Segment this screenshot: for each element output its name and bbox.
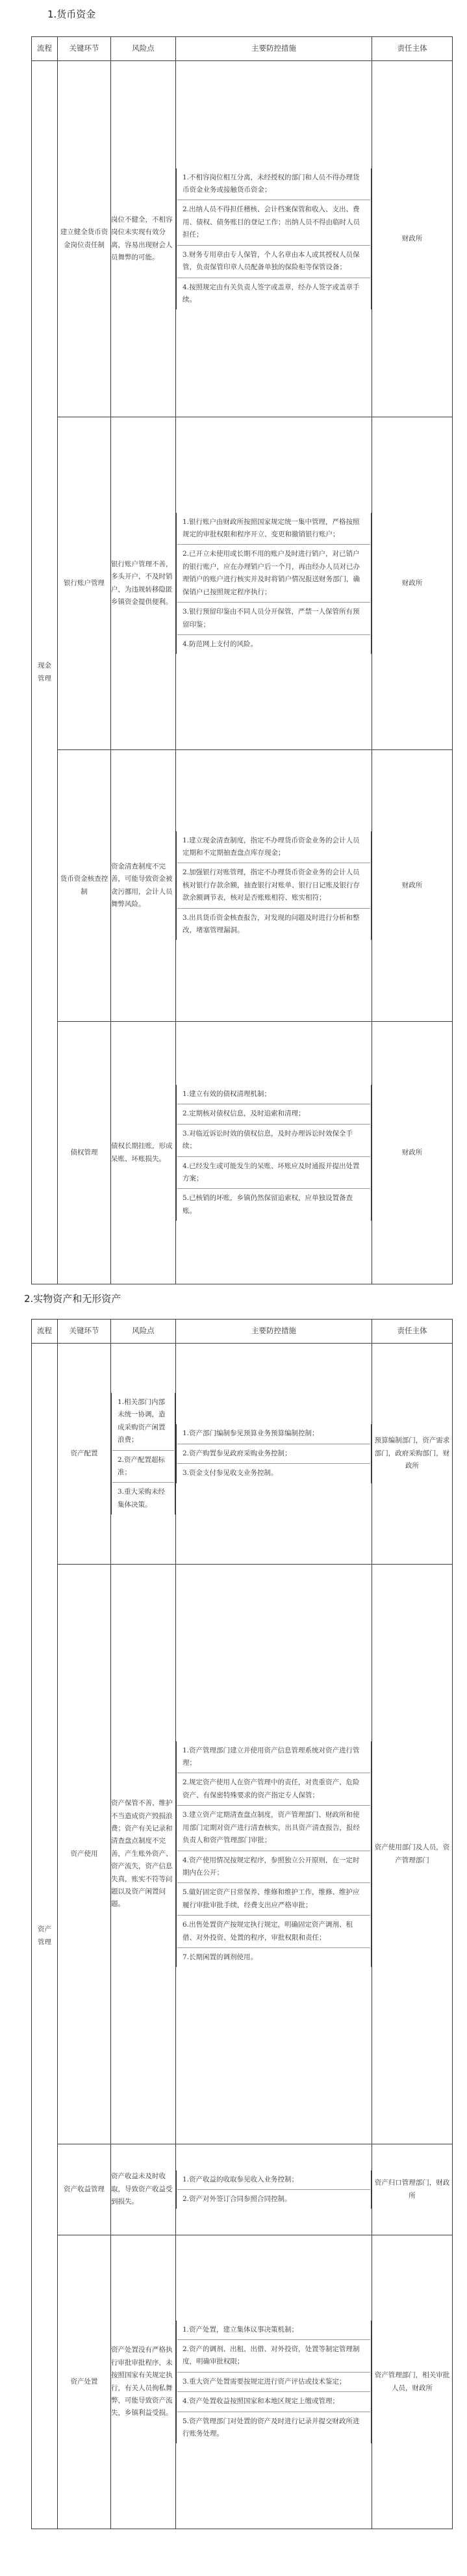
owner-cell: 资产归口管理部门，财政所 bbox=[372, 2144, 453, 2235]
header-measures: 主要防控措施 bbox=[176, 1320, 372, 1344]
risk-item: 3.重大采购未经集体决策。 bbox=[118, 1488, 166, 1509]
measure-item: 2.资产的调剂、出租、出借、对外投资，处置等制定管理制度，明确审批权限； bbox=[177, 2340, 370, 2373]
measure-item: 3.银行预留印鉴由不同人员分开保管，严禁一人保管所有预留印鉴； bbox=[177, 603, 370, 635]
risk-cell: 资金清查制度不完善，可能导致资金被贪污挪用，会计人员舞弊风险。 bbox=[111, 750, 176, 1022]
key-link-cell: 资产收益管理 bbox=[58, 2144, 111, 2235]
measures-cell bbox=[176, 1022, 372, 1284]
measure-item: 2.资产对外签订合同参照合同控制。 bbox=[183, 2195, 292, 2203]
owner-cell: 财政所 bbox=[372, 1022, 453, 1284]
header-owner: 责任主体 bbox=[372, 37, 453, 61]
risk-item: 1.相关部门内部未统一协调，造成采购资产闲置浪费； bbox=[112, 1393, 174, 1451]
key-link-cell: 资产使用 bbox=[58, 1565, 111, 2144]
risk-cell: 债权长期挂账，形成呆账、坏账损失。 bbox=[111, 1022, 176, 1284]
measure-item: 7.长期闲置的调剂使用。 bbox=[183, 1953, 258, 1962]
risk-cell: 银行账户管理不善，多头开户，不及时销户，为违规转移隐匿乡镇资金提供便利。 bbox=[111, 417, 176, 750]
flow-cell: 资产管理 bbox=[32, 1344, 58, 2529]
header-risk: 风险点 bbox=[111, 1320, 176, 1344]
measures-cell bbox=[176, 61, 372, 417]
measure-item: 3.对临近诉讼时效的债权信息，及时办理诉讼时效保全手续； bbox=[177, 1125, 370, 1157]
flow-cell: 现金管理 bbox=[32, 61, 58, 1284]
key-link-cell: 资产处置 bbox=[58, 2235, 111, 2529]
measure-item: 4.防范网上支付的风险。 bbox=[183, 640, 258, 648]
table-row bbox=[32, 2144, 453, 2235]
measures-cell bbox=[176, 750, 372, 1022]
measure-item: 3.财务专用章由专人保管，个人名章由本人或其授权人员保管，负责保管印章人员配备单独的保险柜等保管设备； bbox=[177, 246, 370, 278]
table-row bbox=[32, 2235, 453, 2529]
measure-item: 2.加强银行对账管理，指定不办理货币资金业务的会计人员核对银行存款余额，抽查银行对账单、银行日记账及银行存款余额调节表，核对是否账账相符、账实相符； bbox=[177, 863, 370, 908]
owner-cell: 资产使用部门及人员，资产管理部门 bbox=[372, 1565, 453, 2144]
measure-item: 1.不相容岗位相互分离，未经授权的部门和人员不得办理货币资金业务或接触货币资金； bbox=[177, 168, 370, 201]
header-risk: 风险点 bbox=[111, 37, 176, 61]
measures-cell bbox=[176, 2144, 372, 2235]
measure-item: 1.资产收益的收取参见收入业务控制； bbox=[177, 2170, 370, 2190]
measure-item: 2.规定资产使用人在资产管理中的责任，对贵重资产、危险资产、有保密特殊要求的资产指定专人保管； bbox=[177, 1773, 370, 1806]
measure-item: 5.做好固定资产日常保养、维修和维护工作，维修、维护应履行审批审批手续，经费支出应严格审批； bbox=[177, 1883, 370, 1916]
table-row bbox=[32, 61, 453, 417]
measure-item: 3.建立资产定期清查盘点制度，资产管理部门、财政所和使用部门定期对资产进行清查核实，出具资产清查报告，报经负责人和资产管理部门审批； bbox=[177, 1806, 370, 1851]
measures-cell bbox=[176, 2235, 372, 2529]
risk-cell: 资产收益未及时收取，导致资产收益受到损失。 bbox=[111, 2144, 176, 2235]
risk-cell: 岗位不健全，不相容岗位未实现有效分离，容易出现财会人员舞弊的可能。 bbox=[111, 61, 176, 417]
section1-title: 1.货币资金 bbox=[47, 8, 96, 20]
risk-cell: 资产保管不善、维护不当造成资产毁损浪费；资产有关记录和清查盘点制度不完善，产生账外资产、资产流失，资产信息失真，账实不符等问题以及资产闲置问题。 bbox=[111, 1565, 176, 2144]
owner-cell: 财政所 bbox=[372, 417, 453, 750]
table-row bbox=[32, 417, 453, 750]
owner-cell: 财政所 bbox=[372, 750, 453, 1022]
measure-item: 5.已核销的坏账，乡镇仍然保留追索权，应单独设置备查账。 bbox=[183, 1194, 353, 1215]
header-owner: 责任主体 bbox=[372, 1320, 453, 1344]
measure-item: 5.资产管理部门对处置的资产及时进行记录并提交财政所进行账务处理。 bbox=[183, 2417, 360, 2438]
measure-item: 2.已开立未使用或长期不用的账户及时进行销户，对已销户的银行账户，应在办理销户后一个月，再由经办人员对已办理销户的账户进行核实并及时将销户情况报送财务部门，确保销户已按照规定程序执行； bbox=[177, 545, 370, 603]
table-header-row bbox=[32, 1320, 453, 1344]
key-link-cell: 债权管理 bbox=[58, 1022, 111, 1284]
header-flow: 流程 bbox=[32, 1320, 58, 1344]
measure-item: 4.按照规定由有关负责人签字或盖章，经办人签字或盖章手续。 bbox=[183, 283, 360, 304]
measure-item: 4.资产使用情况按规定程序，参照独立公开原则，在一定时期内在公开； bbox=[177, 1851, 370, 1884]
measure-item: 1.资产部门编制参见预算业务预算编制控制； bbox=[177, 1424, 370, 1444]
measure-item: 1.资产处置，建立集体议事决策机制； bbox=[177, 2321, 370, 2340]
measures-cell bbox=[176, 417, 372, 750]
asset-control-table bbox=[31, 1319, 453, 2529]
owner-cell: 资产管理部门，相关审批人员，财政所 bbox=[372, 2235, 453, 2529]
measure-item: 4.资产处置收益按照国家和本地区规定上缴或管理； bbox=[177, 2392, 370, 2412]
measure-item: 2.资产购置参见政府采购业务控制； bbox=[177, 1444, 370, 1464]
table-row bbox=[32, 1344, 453, 1565]
table-row bbox=[32, 750, 453, 1022]
table-row bbox=[32, 1565, 453, 2144]
measure-item: 3.资金支付参见收支业务控制。 bbox=[183, 1469, 278, 1477]
measures-cell bbox=[176, 1344, 372, 1565]
measure-item: 2.出纳人员不得担任稽核、会计档案保管和收入、支出、费用、债权、债务账目的登记工作；出纳人员不得由临时人员担任； bbox=[177, 200, 370, 245]
risk-cell: 资产处置没有严格执行审批审批程序，未按照国家有关规定执行，有关人员徇私舞弊，可能导致资产流失，乡镇利益受损。 bbox=[111, 2235, 176, 2529]
key-link-cell: 资产配置 bbox=[58, 1344, 111, 1565]
measure-item: 4.已经发生或可能发生的呆账、坏账应及时通报并提出处置方案； bbox=[177, 1157, 370, 1190]
table-row bbox=[32, 1022, 453, 1284]
risk-cell bbox=[111, 1344, 176, 1565]
key-link-cell: 建立健全货币资金岗位责任制 bbox=[58, 61, 111, 417]
measure-item: 2.定期核对债权信息，及时追索和清理； bbox=[177, 1104, 370, 1124]
measure-item: 1.资产管理部门建立并使用资产信息管理系统对资产进行管理； bbox=[177, 1741, 370, 1774]
key-link-cell: 货币资金核查控制 bbox=[58, 750, 111, 1022]
risk-item: 2.资产配置超标准； bbox=[112, 1451, 174, 1483]
header-measures: 主要防控措施 bbox=[176, 37, 372, 61]
measures-cell bbox=[176, 1565, 372, 2144]
measure-item: 1.建立有效的债权清理机制； bbox=[177, 1085, 370, 1104]
key-link-cell: 银行账户管理 bbox=[58, 417, 111, 750]
measure-item: 1.银行账户由财政所按照国家规定统一集中管理，严格按照规定的审批权限和程序开立、变更和撤销银行账户； bbox=[177, 513, 370, 545]
measure-item: 1.建立现金清查制度，指定不办理货币资金业务的会计人员定期和不定期抽查盘点库存现金； bbox=[177, 831, 370, 864]
owner-cell: 财政所 bbox=[372, 61, 453, 417]
header-key-link: 关键环节 bbox=[58, 1320, 111, 1344]
cash-control-table bbox=[31, 36, 453, 1284]
measure-item: 3.重大资产处置需要按规定进行资产评估或技术鉴定； bbox=[177, 2373, 370, 2392]
header-flow: 流程 bbox=[32, 37, 58, 61]
measure-item: 3.出具货币资金核查报告，对发现的问题及时进行分析和整改，堵塞管理漏洞。 bbox=[183, 913, 360, 935]
header-key-link: 关键环节 bbox=[58, 37, 111, 61]
measure-item: 6.出售处置资产按规定执行规定，明确固定资产调剂、租借、对外投资、处置的程序，审批权限和责任； bbox=[177, 1916, 370, 1948]
owner-cell: 预算编制部门，资产需求部门，政府采购部门，财政所 bbox=[372, 1344, 453, 1565]
section2-title: 2.实物资产和无形资产 bbox=[24, 1293, 121, 1305]
table-header-row bbox=[32, 37, 453, 61]
